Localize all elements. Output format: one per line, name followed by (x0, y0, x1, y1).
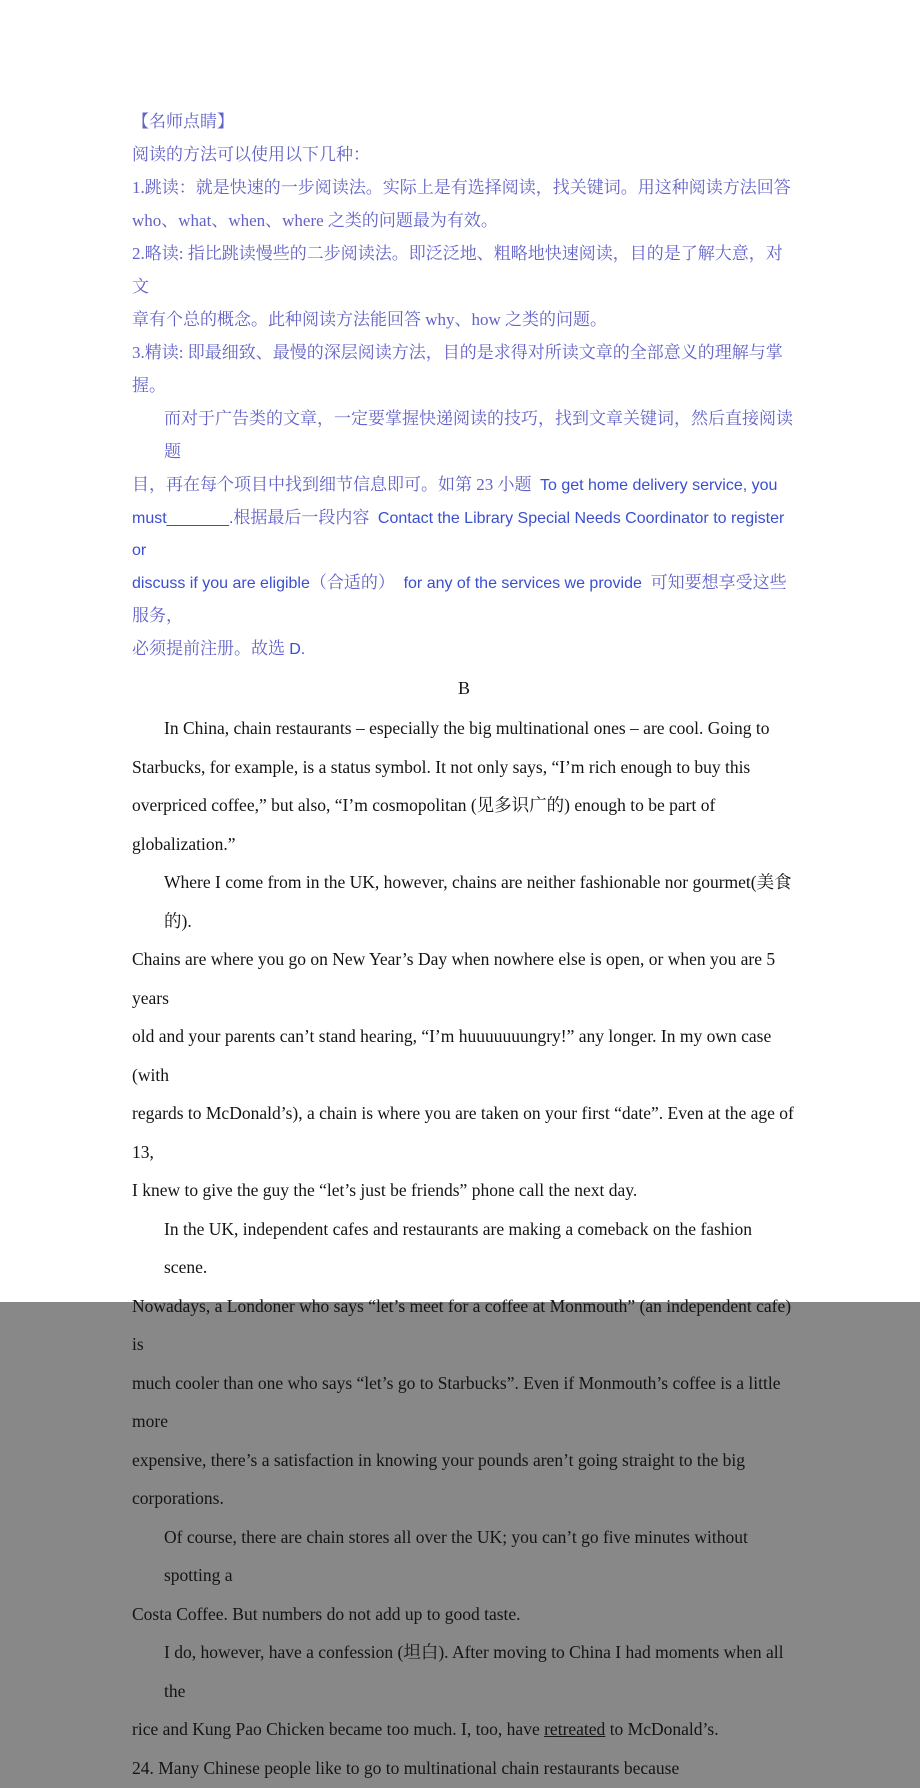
question-section (132, 1750, 796, 1788)
chinese-text-run: 阅读的方法可以使用以下几种： (132, 145, 370, 164)
english-sans-text-run: discuss if you are eligible (132, 575, 310, 592)
chinese-text-run: 可知要想享受这些服务， (132, 573, 787, 625)
reading-passage-section (132, 710, 796, 1750)
english-sans-text-run: D. (289, 641, 305, 658)
chinese-text-run: who、what、when、where 之类的问题最为有效。 (132, 211, 498, 230)
body-text-run: I do, however, have a confession (坦白). After moving to China I had moments when all the (164, 1642, 788, 1701)
text-line (132, 403, 796, 469)
text-line (132, 337, 796, 403)
text-line (132, 205, 796, 238)
text-line (132, 238, 796, 304)
chinese-text-run: 根据最后一段内容 (233, 508, 378, 527)
english-sans-text-run: for any of the services we provide (399, 575, 646, 592)
chinese-text-run: 章有个总的概念。此种阅读方法能回答 why、how 之类的问题。 (132, 310, 607, 329)
body-text-run: overpriced coffee,” but also, “I’m cosmopolitan (见多识广的) enough to be part of globalization.” (132, 795, 720, 854)
body-text-run: I knew to give the guy the “let’s just be friends” phone call the next day. (132, 1180, 637, 1200)
text-line (132, 749, 796, 788)
text-line (132, 1211, 796, 1288)
text-line (132, 502, 796, 567)
text-line (132, 106, 796, 139)
body-text-run: Nowadays, a Londoner who says “let’s meet for a coffee at Monmouth” (an independent cafe) is (132, 1296, 795, 1355)
text-line (132, 633, 796, 666)
text-line (132, 1480, 796, 1519)
text-line (132, 1519, 796, 1596)
document-content (132, 106, 796, 1788)
body-text-run: regards to McDonald’s), a chain is where you are taken on your first “date”. Even at the age of 13, (132, 1103, 798, 1162)
text-line (132, 941, 796, 1018)
body-text-run: 24. Many Chinese people like to go to multinational chain restaurants because (132, 1758, 679, 1778)
body-text-run: to McDonald’s. (605, 1719, 718, 1739)
chinese-text-run: 而对于广告类的文章，一定要掌握快递阅读的技巧，找到文章关键词，然后直接阅读题 (164, 409, 793, 461)
body-text-run: much cooler than one who says “let’s go to Starbucks”. Even if Monmouth’s coffee is a little more (132, 1373, 785, 1432)
english-sans-text-run: Contact the Library Special Needs Coordinator to register or (132, 510, 789, 559)
body-text-run: Of course, there are chain stores all over the UK; you can’t go five minutes without spotting a (164, 1527, 752, 1586)
body-text-run: In China, chain restaurants – especially the big multinational ones – are cool. Going to (164, 718, 770, 738)
text-line (132, 864, 796, 941)
chinese-text-run: 【名师点睛】 (132, 112, 234, 131)
chinese-text-run: 3.精读: 即最细致、最慢的深层阅读方法，目的是求得对所读文章的全部意义的理解与掌握。 (132, 343, 783, 395)
chinese-text-run: 目，再在每个项目中找到细节信息即可。如第 23 小题 (132, 475, 540, 494)
text-line (132, 787, 796, 864)
body-text-run: Chains are where you go on New Year’s Day when nowhere else is open, or when you are 5 years (132, 949, 780, 1008)
body-text-run: Where I come from in the UK, however, chains are neither fashionable nor gourmet(美食的). (164, 872, 792, 931)
text-line (132, 1288, 796, 1365)
chinese-text-run: 2.略读: 指比跳读慢些的二步阅读法。即泛泛地、粗略地快速阅读，目的是了解大意，对文 (132, 244, 783, 296)
body-text-run: rice and Kung Pao Chicken became too much. I, too, have (132, 1719, 544, 1739)
text-line (132, 1018, 796, 1095)
text-line (132, 1442, 796, 1481)
english-sans-text-run: To get home delivery service, you (540, 477, 777, 494)
chinese-text-run: 必须提前注册。故选 (132, 639, 289, 658)
text-line (132, 1596, 796, 1635)
text-line (132, 1365, 796, 1442)
english-sans-text-run: must_______. (132, 510, 233, 527)
body-text-run: In the UK, independent cafes and restaurants are making a comeback on the fashion scene. (164, 1219, 756, 1278)
teacher-notes-section (132, 106, 796, 666)
chinese-text-run: （合适的） (310, 573, 399, 592)
text-line (132, 567, 796, 633)
text-line (132, 1095, 796, 1172)
text-line (132, 139, 796, 172)
text-line (132, 710, 796, 749)
text-line (132, 1634, 796, 1711)
body-text-run: retreated (544, 1719, 605, 1739)
text-line (132, 172, 796, 205)
body-text-run: expensive, there’s a satisfaction in knowing your pounds aren’t going straight to the big (132, 1450, 745, 1470)
text-line (132, 1711, 796, 1750)
body-text-run: Costa Coffee. But numbers do not add up to good taste. (132, 1604, 521, 1624)
text-line (132, 1750, 796, 1788)
section-heading: B (132, 666, 796, 710)
chinese-text-run: 1.跳读：就是快速的一步阅读法。实际上是有选择阅读，找关键词。用这种阅读方法回答 (132, 178, 791, 197)
text-line (132, 469, 796, 502)
body-text-run: corporations. (132, 1488, 224, 1508)
text-line (132, 304, 796, 337)
body-text-run: Starbucks, for example, is a status symbol. It not only says, “I’m rich enough to buy this (132, 757, 750, 777)
text-line (132, 1172, 796, 1211)
body-text-run: old and your parents can’t stand hearing, “I’m huuuuuuungry!” any longer. In my own case (with (132, 1026, 776, 1085)
